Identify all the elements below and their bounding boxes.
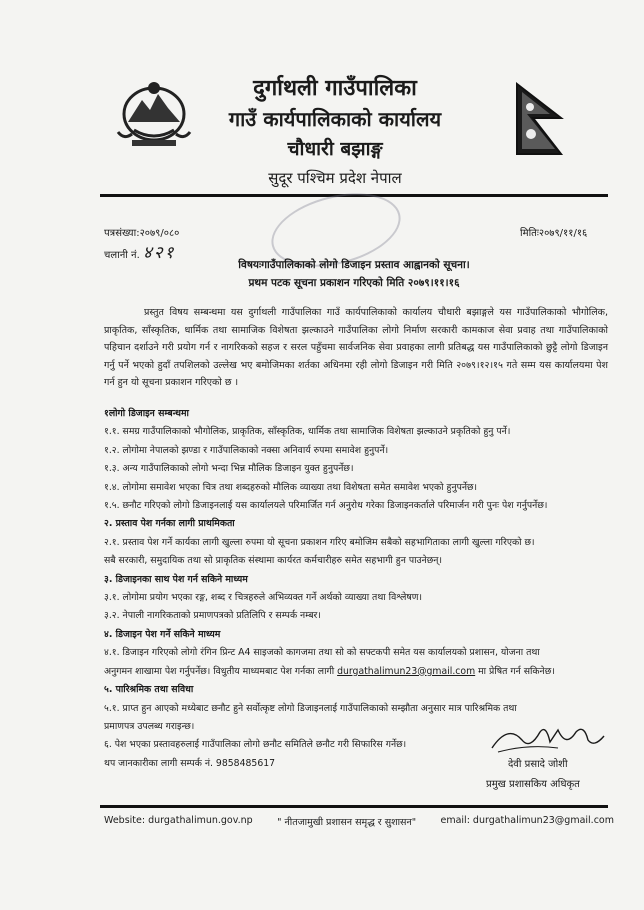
office-title-block — [200, 74, 470, 190]
handwritten-signature — [488, 718, 608, 758]
footer-website: Website: durgathalimun.gov.np — [104, 815, 253, 826]
condition-item: ३.२. नेपाली नागरिकताको प्रमाणपत्रको प्रतिलिपि र सम्पर्क नम्बर। — [104, 610, 321, 622]
email-link[interactable]: durgathalimun23@gmail.com — [337, 665, 476, 677]
condition-item: सबै सरकारी, समुदायिक तथा सो प्राकृतिक संस्थामा कार्यरत कर्मचारीहरु समेत सहभागी हुन पाउनेछन्। — [104, 555, 442, 567]
condition-item: १.२. लोगोमा नेपालको झण्डा र गाउँपालिकाको नक्सा अनिवार्य रुपमा समावेश हुनुपर्ने। — [104, 444, 389, 456]
footer-rule — [100, 805, 608, 808]
condition-item: ५.१. प्राप्त हुन आएको मध्येबाट छनौट हुने सर्वोत्कृष्ट लोगो डिजाइनलाई गाउँपालिकाको सम्झौता अनुसार मात्र पारिश्रमिक तथा — [104, 702, 517, 714]
condition-text: अनुगमन शाखामा पेश गर्नुपर्नेछ। विधुतीय माध्यमबाट पेश गर्नका लागी — [104, 665, 338, 677]
nepal-flag-icon — [515, 82, 565, 156]
intro-paragraph: प्रस्तुत विषय सम्बन्धमा यस दुर्गाथली गाउँपालिका गाउँ कार्यपालिकाको कार्यालय चौधारी बझाङ्गले यस गाउँपालिकाको भौगोलिक, प्राकृतिक, साँस्कृतिक, धार्मिक तथा सामाजिक विशेषता झल्काउने गाउँपालिका लोगो निर्माण सरकारी कामकाज सेवा प्रवाह तथा गाउँपालिकाको पहिचान दर्शाउने गरी प्रयोग गर्न र नागरिकको सहज र सरल पहुँचमा सार्वजनिक सेवा प्रवाहका लागी प्रतिबद्ध यस गाउँपालिकाको छुट्टै लोगो डिजाइन गर्नु पर्ने भएको हुदाँ तपशिलको उल्लेख भए बमोजिमका शर्तका अधिनमा रही लोगो डिजाइन गरी मिति २०७९।१२।१५ गते सम्म यस कार्यालयमा पेश गर्न हुन यो सूचना प्रकाशन गरिएको छ । — [104, 307, 608, 388]
section-heading: ३. डिजाइनका साथ पेश गर्न सकिने माध्यम — [104, 573, 248, 585]
dispatch-label: चलानी नं. — [104, 250, 140, 261]
dispatch-number: ४२१ — [142, 243, 176, 263]
condition-item — [104, 663, 614, 681]
condition-item: ६. पेश भएका प्रस्तावहरुलाई गाउँपालिका लोगो छनौट समितिले छनौट गरी सिफारिस गर्नेछ। — [104, 739, 407, 751]
signatory-name: देवी प्रसादे जोशी — [508, 759, 568, 770]
office-name: गाउँ कार्यपालिकाको कार्यालय — [228, 107, 442, 131]
condition-item: १.३. अन्य गाउँपालिकाको लोगो भन्दा भिन्न मौलिक डिजाइन युक्त हुनुपर्नेछ। — [104, 463, 354, 475]
section-heading: २. प्रस्ताव पेश गर्नका लागी प्राथमिकता — [104, 518, 235, 530]
letter-date: मितिः२०७९/११/१६ — [520, 228, 588, 239]
condition-item: ३.१. लोगोमा प्रयोग भएका रङ्ग, शब्द र चित्रहरुले अभिव्यक्त गर्ने अर्थको व्याख्या तथा विश्लेषण। — [104, 592, 422, 604]
section-heading: १लोगो डिजाइन सम्बन्धमा — [104, 408, 189, 419]
municipality-name: दुर्गाथली गाउँपालिका — [253, 76, 417, 101]
nepal-emblem-icon — [112, 70, 196, 150]
footer-slogan: " नीतजामुखी प्रशासन समृद्ध र सुशासन" — [277, 817, 417, 828]
office-location: चौधारी बझाङ्ग — [287, 138, 383, 160]
condition-item: प्रमाणपत्र उपलब्ध गराइन्छ। — [104, 720, 195, 732]
contact-line: थप जानकारीका लागी सम्पर्क नं. 9858485617 — [104, 757, 276, 769]
condition-item: १.४. लोगोमा समावेश भएका चित्र तथा शब्दहरुको मौलिक व्याख्या तथा विशेषता समेत समावेश भएको हुनुपर्नेछ। — [104, 481, 478, 493]
publication-date-line: प्रथम पटक सूचना प्रकाशन गरिएको मिति २०७९।११।१६ — [248, 277, 460, 289]
condition-text: मा प्रेषित गर्न सकिनेछ। — [475, 665, 555, 677]
section-heading: ५. पारिश्रमिक तथा सविधा — [104, 684, 194, 696]
condition-item: ४.१. डिजाइन गरिएको लोगो रंगिन प्रिन्ट A4 साइजको कागजमा तथा सो को सफ्टकपी समेत यस कार्यालयको प्रशासन, योजना तथा — [104, 647, 540, 659]
subject-line: विषयःगाउँपालिकाको लोगो डिजाइन प्रस्ताव आह्वानको सूचना। — [238, 259, 470, 271]
condition-item: १.१. समग्र गाउँपालिकाको भौगोलिक, प्राकृतिक, साँस्कृतिक, धार्मिक तथा सामाजिक विशेषता झल्काउने प्रकृतिको हुनु पर्ने। — [104, 426, 511, 438]
province-name: सुदूर पश्चिम प्रदेश नेपाल — [268, 169, 402, 187]
condition-item: १.५. छनौट गरिएको लोगो डिजाइनलाई यस कार्यालयले परिमार्जित गर्न अनुरोध गरेका डिजाइनकर्ताले परिमार्जन गरी पुनः पेश गर्नुपर्नेछ। — [104, 500, 548, 512]
reference-number: पत्रसंख्या:२०७९/०८० — [104, 228, 180, 239]
signatory-title: प्रमुख प्रशासकिय अधिकृत — [486, 779, 580, 790]
footer — [104, 815, 614, 828]
section-heading: ४. डिजाइन पेश गर्ने सकिने माध्यम — [104, 628, 221, 640]
condition-item: २.१. प्रस्ताव पेश गर्ने कार्यका लागी खुल्ला रुपमा यो सूचना प्रकाशन गरिए बमोजिम सबैको सहभागिताका लागी खुल्ला गरिएको छ। — [104, 536, 535, 548]
footer-email: email: durgathalimun23@gmail.com — [440, 815, 614, 826]
